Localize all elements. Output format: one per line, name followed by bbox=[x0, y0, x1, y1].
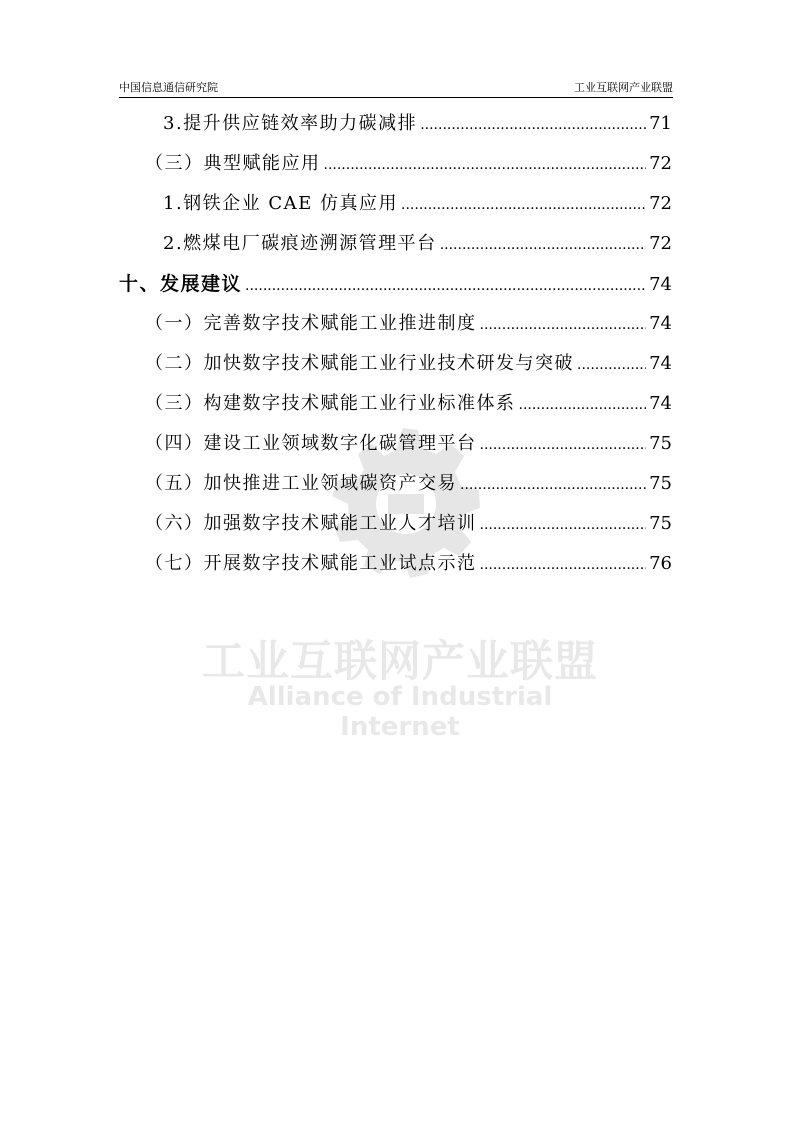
toc-entry[interactable] bbox=[119, 429, 672, 469]
toc-entry-label: （七）开展数字技术赋能工业试点示范 bbox=[145, 553, 477, 574]
toc-entry-label: 3.提升供应链效率助力碳减排 bbox=[163, 113, 418, 134]
toc-leader-dots bbox=[245, 278, 646, 294]
toc-entry-page: 74 bbox=[649, 393, 672, 414]
toc-entry-page: 75 bbox=[649, 513, 672, 534]
table-of-contents bbox=[119, 109, 672, 589]
toc-leader-dots bbox=[401, 197, 646, 213]
toc-entry-label: （三）典型赋能应用 bbox=[145, 153, 321, 174]
toc-leader-dots bbox=[324, 157, 647, 173]
toc-entry[interactable] bbox=[119, 189, 672, 229]
watermark-en: Alliance of Industrial Internet bbox=[247, 682, 553, 742]
toc-entry-page: 75 bbox=[649, 433, 672, 454]
toc-entry[interactable] bbox=[119, 549, 672, 589]
toc-entry-page: 72 bbox=[649, 233, 672, 254]
toc-entry-page: 74 bbox=[649, 353, 672, 374]
toc-leader-dots bbox=[460, 477, 646, 493]
toc-entry-label: （六）加强数字技术赋能工业人才培训 bbox=[145, 513, 477, 534]
toc-entry[interactable] bbox=[119, 349, 672, 389]
toc-entry[interactable] bbox=[119, 269, 672, 309]
toc-entry[interactable] bbox=[119, 109, 672, 149]
toc-entry-page: 76 bbox=[649, 553, 672, 574]
toc-leader-dots bbox=[480, 437, 647, 453]
toc-entry-label: （三）构建数字技术赋能工业行业标准体系 bbox=[145, 393, 516, 414]
header-left-text: 中国信息通信研究院 bbox=[119, 81, 218, 94]
toc-entry-label: （五）加快推进工业领域碳资产交易 bbox=[145, 473, 457, 494]
toc-leader-dots bbox=[480, 317, 647, 333]
toc-entry[interactable] bbox=[119, 309, 672, 349]
toc-entry[interactable] bbox=[119, 469, 672, 509]
toc-leader-dots bbox=[440, 237, 646, 253]
toc-entry-label: （二）加快数字技术赋能工业行业技术研发与突破 bbox=[145, 353, 574, 374]
toc-entry-label: （一）完善数字技术赋能工业推进制度 bbox=[145, 313, 477, 334]
watermark-cn: 工业互联网产业联盟 bbox=[202, 637, 598, 687]
toc-entry-label: 十、发展建议 bbox=[119, 273, 243, 295]
toc-entry-label: 2.燃煤电厂碳痕迹溯源管理平台 bbox=[163, 233, 437, 254]
toc-entry-page: 75 bbox=[649, 473, 672, 494]
toc-leader-dots bbox=[420, 117, 646, 133]
toc-entry-label: 1.钢铁企业 CAE 仿真应用 bbox=[163, 193, 399, 214]
toc-entry[interactable] bbox=[119, 389, 672, 429]
toc-leader-dots bbox=[519, 397, 647, 413]
toc-entry-page: 72 bbox=[649, 153, 672, 174]
header-right-text: 工业互联网产业联盟 bbox=[574, 81, 673, 94]
toc-entry[interactable] bbox=[119, 509, 672, 549]
toc-leader-dots bbox=[480, 557, 647, 573]
toc-leader-dots bbox=[480, 517, 647, 533]
toc-entry-label: （四）建设工业领域数字化碳管理平台 bbox=[145, 433, 477, 454]
toc-entry-page: 74 bbox=[649, 313, 672, 334]
toc-entry[interactable] bbox=[119, 229, 672, 269]
toc-entry[interactable] bbox=[119, 149, 672, 189]
toc-entry-page: 74 bbox=[649, 274, 672, 295]
toc-entry-page: 72 bbox=[649, 193, 672, 214]
toc-leader-dots bbox=[577, 357, 646, 373]
page-header bbox=[119, 77, 673, 98]
toc-entry-page: 71 bbox=[649, 113, 672, 134]
